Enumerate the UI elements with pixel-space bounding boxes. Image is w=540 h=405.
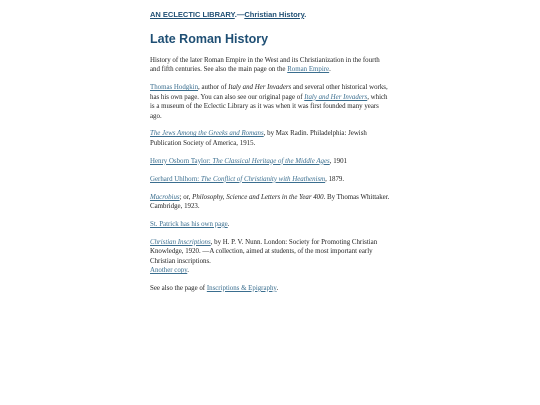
see-also-text: See also the page of	[150, 284, 207, 292]
breadcrumb-section-link[interactable]: Christian History	[244, 10, 305, 19]
another-copy-link[interactable]: Another copy	[150, 267, 188, 274]
intro-paragraph	[150, 56, 390, 75]
intro-text: History of the later Roman Empire in the West and its Christianization in the fourth and fifth centuries. See also the main page on the	[150, 57, 380, 74]
jews-greeks-romans-link[interactable]: The Jews Among the Greeks and Romans	[150, 130, 264, 138]
christian-inscriptions-link[interactable]: Christian Inscriptions	[150, 238, 211, 246]
macrobius-link[interactable]: Macrobius	[150, 193, 180, 201]
uhlhorn-text: , 1879.	[325, 175, 345, 183]
see-also-end: .	[276, 284, 279, 292]
hodgkin-text-1: , author of	[198, 84, 229, 92]
macrobius-book-title: Philosophy, Science and Letters in the Year 400	[192, 193, 324, 201]
breadcrumb-library-link[interactable]: AN ECLECTIC LIBRARY	[150, 10, 235, 19]
macrobius-text-2: . By Thomas Whittaker. Cambridge, 1923.	[150, 193, 390, 210]
taylor-author: Henry Osborn Taylor:	[150, 157, 213, 165]
inscriptions-paragraph	[150, 238, 390, 276]
inscriptions-end: .	[187, 267, 189, 274]
patrick-paragraph	[150, 220, 390, 229]
hodgkin-paragraph	[150, 83, 390, 121]
inscriptions-text: , by H. P. V. Nunn. London: Society for Promoting Christian Knowledge, 1920. —A collection, aimed at students, of the most important early Christian inscriptions.	[150, 238, 378, 265]
hodgkin-text-3: , which is a museum of the Eclectic Library as it was when it was first founded many years ago.	[150, 93, 388, 120]
breadcrumb-separator: .—	[234, 10, 245, 19]
page-title: Late Roman History	[150, 32, 269, 46]
uhlhorn-author: Gerhard Uhlhorn:	[150, 175, 201, 183]
page-content	[150, 10, 390, 302]
st-patrick-link[interactable]: St. Patrick has his own page	[150, 220, 228, 228]
macrobius-paragraph	[150, 193, 390, 212]
taylor-paragraph	[150, 157, 390, 166]
italy-invaders-link[interactable]: Italy and Her Invaders	[304, 93, 368, 101]
taylor-link[interactable]	[150, 158, 330, 165]
breadcrumb	[150, 10, 390, 19]
hodgkin-text-2: and several other historical works, has his own page. You can also see our original page of	[150, 84, 388, 101]
radin-paragraph	[150, 129, 390, 148]
uhlhorn-paragraph	[150, 175, 390, 184]
roman-empire-link[interactable]: Roman Empire	[287, 66, 330, 74]
hodgkin-book-title: Italy and Her Invaders	[228, 84, 292, 92]
macrobius-text-1: ; or,	[179, 193, 193, 201]
intro-end: .	[329, 66, 331, 74]
breadcrumb-end: .	[304, 10, 307, 19]
inscriptions-epigraphy-link[interactable]: Inscriptions & Epigraphy	[206, 284, 277, 292]
see-also-paragraph	[150, 284, 390, 293]
radin-text: , by Max Radin. Philadelphia: Jewish Publication Society of America, 1915.	[150, 130, 367, 147]
thomas-hodgkin-link[interactable]: Thomas Hodgkin	[150, 84, 199, 92]
uhlhorn-link[interactable]	[150, 176, 325, 183]
patrick-end: .	[227, 220, 230, 228]
taylor-text: , 1901	[329, 157, 347, 165]
uhlhorn-book-title: The Conflict of Christianity with Heathenism	[200, 175, 326, 183]
taylor-book-title: The Classical Heritage of the Middle Ages	[212, 157, 330, 165]
